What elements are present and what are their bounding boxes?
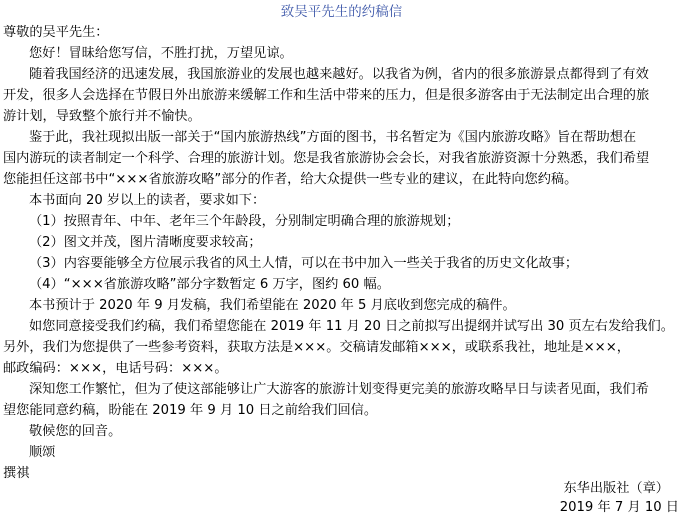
para3-line1: 如您同意接受我们约稿，我们希望您能在 2019 年 11 月 20 日之前拟写出提纲并试写出 30 页左右发给我们。 bbox=[29, 319, 674, 334]
para2-line1: 鉴于此，我社现拟出版一部关于“国内旅游热线”方面的图书，书名暂定为《国内旅游攻略》旨在帮助想在 bbox=[29, 130, 637, 145]
para3-line2: 另外，我们为您提供了一些参考资料，获取方法是×××。交稿请发邮箱×××，或联系我社，地址是×××， bbox=[3, 340, 630, 355]
para4-line1: 深知您工作繁忙，但为了使这部能够让广大游客的旅游计划变得更完美的旅游攻略早日与读者见面，我们希 bbox=[29, 382, 649, 397]
para1-line3: 游计划，导致整个旅行并不愉快。 bbox=[3, 109, 201, 124]
closing-line3: 撰祺 bbox=[3, 466, 30, 481]
para1-line2: 开发，很多人会选择在节假日外出旅游来缓解工作和生活中带来的压力，但是很多游客由于无法制定出合理的旅 bbox=[3, 88, 650, 103]
schedule: 本书预计于 2020 年 9 月发稿，我们希望能在 2020 年 5 月底收到您完成的稿件。 bbox=[29, 298, 516, 313]
signature: 东华出版社（章） bbox=[563, 481, 669, 496]
para1-line1: 随着我国经济的迅速发展，我国旅游业的发展也越来越好。以我省为例，省内的很多旅游景点都得到了有效 bbox=[29, 67, 649, 82]
closing-line2: 顺颂 bbox=[29, 445, 56, 460]
closing-line1: 敬候您的回音。 bbox=[29, 424, 122, 439]
requirement-item: （1）按照青年、中年、老年三个年龄段，分别制定明确合理的旅游规划； bbox=[29, 214, 460, 229]
requirements-intro: 本书面向 20 岁以上的读者，要求如下： bbox=[29, 193, 266, 208]
para2-line2: 国内游玩的读者制定一个科学、合理的旅游计划。您是我省旅游协会会长，对我省旅游资源十分熟悉，我们希望 bbox=[3, 151, 650, 166]
salutation: 尊敬的吴平先生： bbox=[3, 25, 109, 40]
greeting: 您好！冒昧给您写信，不胜打扰，万望见谅。 bbox=[29, 46, 293, 61]
requirement-item: （4）“×××省旅游攻略”部分字数暂定 6 万字，图约 60 幅。 bbox=[29, 277, 390, 292]
letter-title: 致吴平先生的约稿信 bbox=[280, 4, 403, 20]
requirement-item: （2）图文并茂，图片清晰度要求较高； bbox=[29, 235, 262, 250]
requirement-item: （3）内容要能够全方位展示我省的风土人情，可以在书中加入一些关于我省的历史文化故事； bbox=[29, 256, 579, 271]
para3-line3: 邮政编码：×××，电话号码：×××。 bbox=[3, 361, 228, 376]
letter-date: 2019 年 7 月 10 日 bbox=[559, 500, 679, 515]
para4-line2: 望您能同意约稿，盼能在 2019 年 9 月 10 日之前给我们回信。 bbox=[3, 403, 378, 418]
para2-line3: 您能担任这部书中“×××省旅游攻略”部分的作者，给大众提供一些专业的建议，在此特向您约稿。 bbox=[3, 172, 578, 187]
